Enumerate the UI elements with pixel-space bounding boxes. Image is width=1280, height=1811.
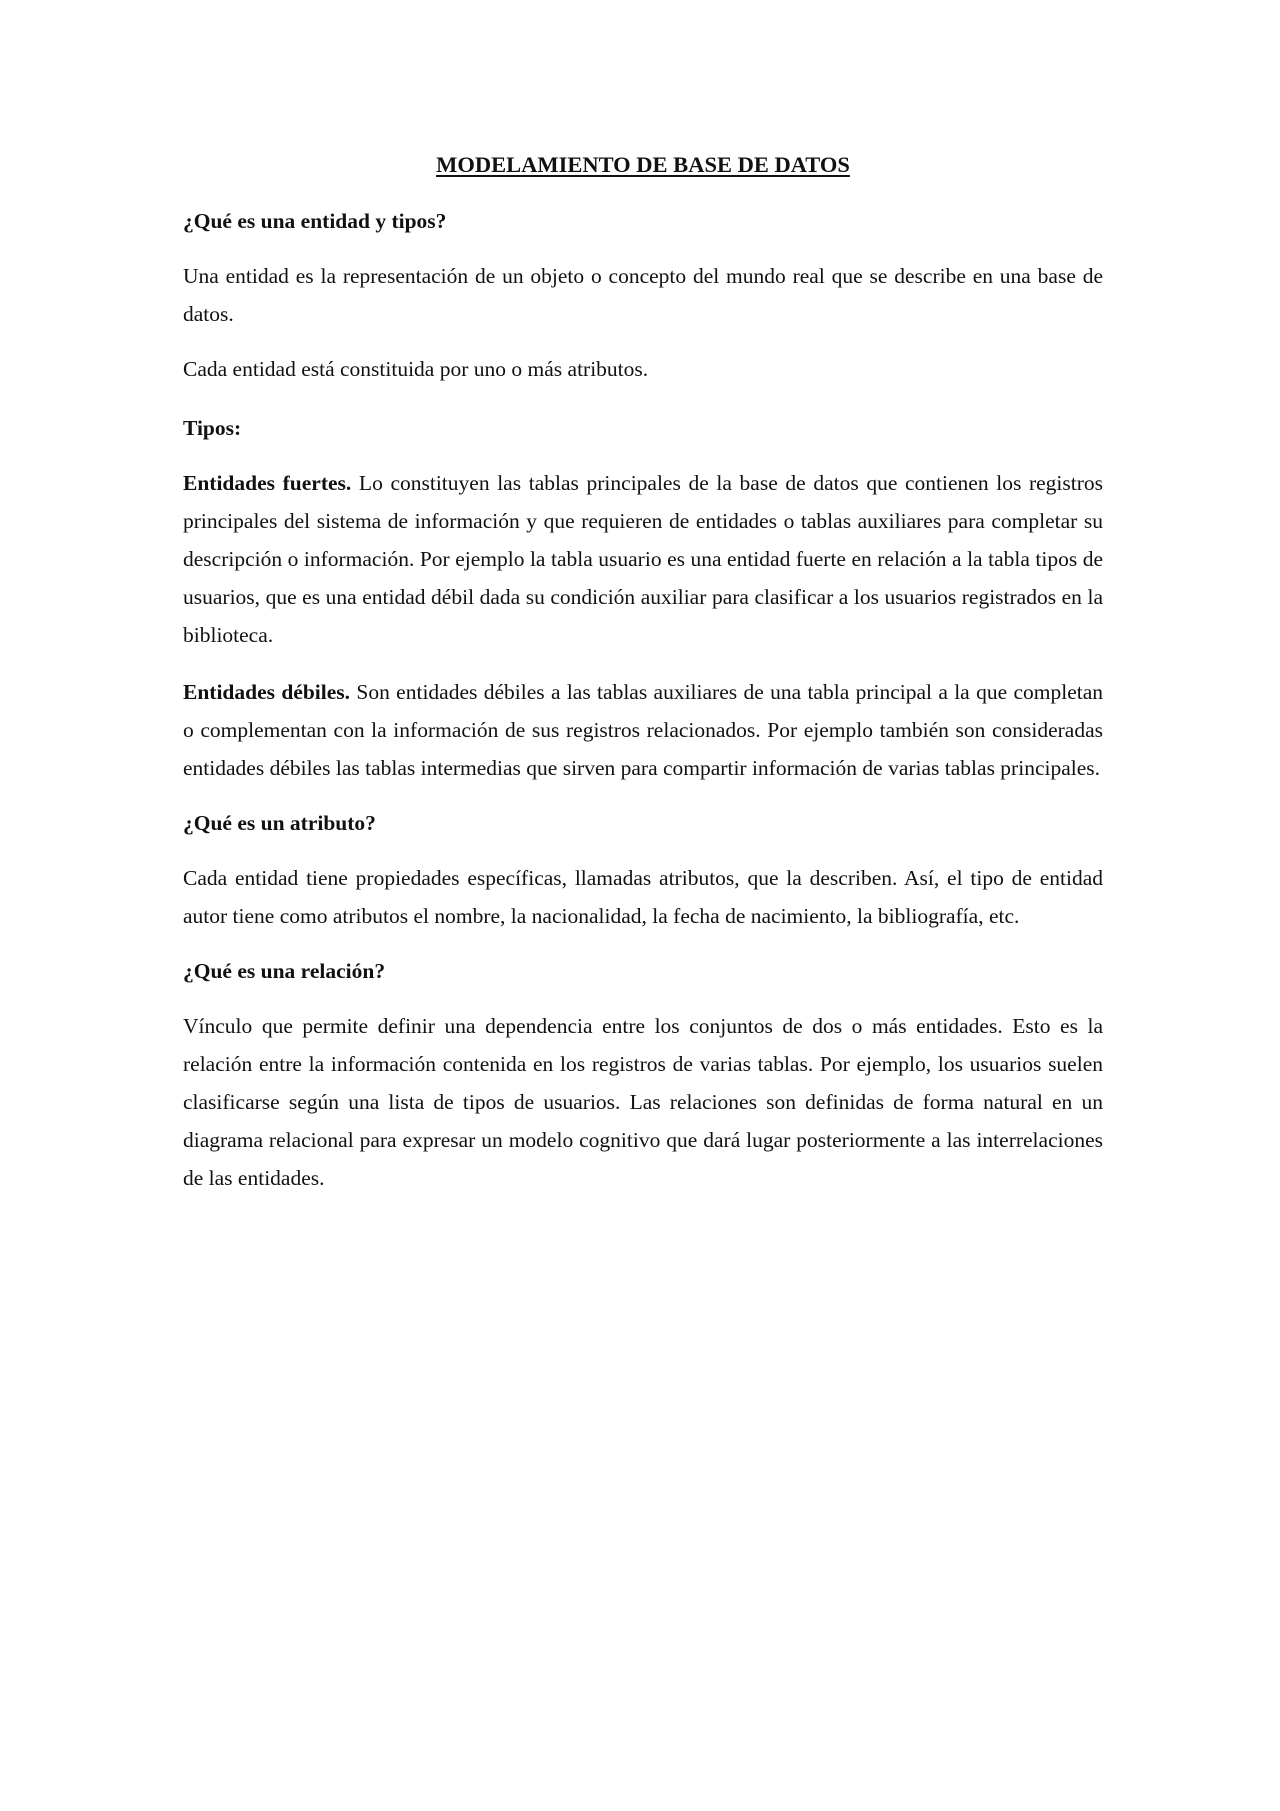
entity-heading: ¿Qué es una entidad y tipos? [183, 209, 447, 233]
entity-definition-paragraph: Una entidad es la representación de un objeto o concepto del mundo real que se describe en una base de datos. [183, 264, 1103, 326]
strong-entities-text: Lo constituyen las tablas principales de la base de datos que contienen los registros principales del sistema de información y que requieren de entidades o tablas auxiliares para completar su descripción o información. Por ejemplo la tabla usuario es una entidad fuerte en relación a la tabla tipos de usuarios, que es una entidad débil dada su condición auxiliar para clasificar a los usuarios registrados en la biblioteca. [183, 471, 1103, 647]
relation-paragraph: Vínculo que permite definir una dependencia entre los conjuntos de dos o más entidades. Esto es la relación entre la información contenida en los registros de varias tablas. Por ejemplo, los usuarios suelen clasificarse según una lista de tipos de usuarios. Las relaciones son definidas de forma natural en un diagrama relacional para expresar un modelo cognitivo que dará lugar posteriormente a las interrelaciones de las entidades. [183, 1014, 1103, 1190]
document-body [183, 148, 1103, 1216]
strong-entities-paragraph [183, 464, 1103, 654]
entity-attributes-paragraph: Cada entidad está constituida por uno o más atributos. [183, 357, 649, 381]
types-heading: Tipos: [183, 416, 242, 440]
weak-entities-text: Son entidades débiles a las tablas auxiliares de una tabla principal a la que completan o complementan con la información de sus registros relacionados. Por ejemplo también son consideradas entidades débiles las tablas intermedias que sirven para compartir información de varias tablas principales. [183, 680, 1103, 780]
document-title: MODELAMIENTO DE BASE DE DATOS [436, 152, 850, 177]
strong-entities-lead: Entidades fuertes. [183, 471, 352, 495]
attribute-paragraph: Cada entidad tiene propiedades específicas, llamadas atributos, que la describen. Así, el tipo de entidad autor tiene como atributos el nombre, la nacionalidad, la fecha de nacimiento, la bibliografía, etc. [183, 866, 1103, 928]
weak-entities-lead: Entidades débiles. [183, 680, 351, 704]
relation-heading: ¿Qué es una relación? [183, 959, 386, 983]
attribute-heading: ¿Qué es un atributo? [183, 811, 376, 835]
weak-entities-paragraph [183, 673, 1103, 787]
